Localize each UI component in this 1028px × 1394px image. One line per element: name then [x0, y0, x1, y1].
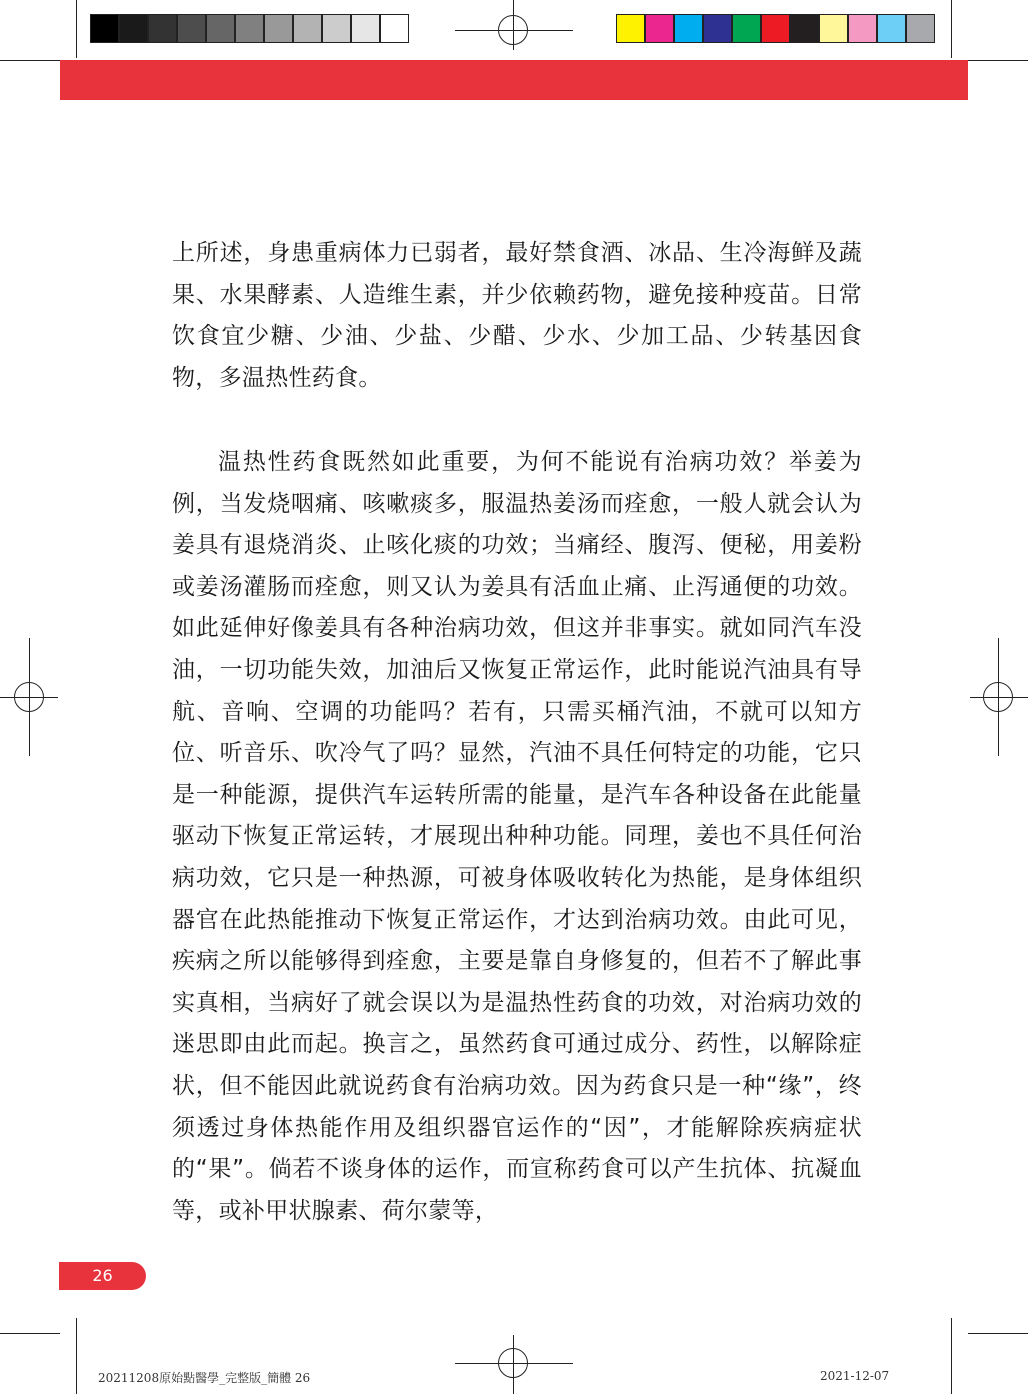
calibration-swatch — [148, 14, 177, 43]
crop-mark — [76, 1318, 77, 1394]
calibration-swatch — [848, 14, 877, 43]
crop-mark — [968, 1333, 1028, 1334]
footer-date: 2021-12-07 — [820, 1369, 890, 1383]
registration-mark — [983, 682, 1013, 712]
header-band — [60, 60, 968, 100]
calibration-swatch — [616, 14, 645, 43]
crop-mark — [76, 0, 77, 58]
crop-mark — [0, 60, 60, 61]
calibration-swatch — [293, 14, 322, 43]
calibration-swatch — [119, 14, 148, 43]
calibration-swatch — [819, 14, 848, 43]
registration-mark — [498, 15, 528, 45]
body-paragraph-1: 上所述，身患重病体力已弱者，最好禁食酒、冰品、生冷海鲜及蔬果、水果酵素、人造维生素，并少依赖药物，避免接种疫苗。日常饮食宜少糖、少油、少盐、少醋、少水、少加工品、少转基因食物，多温热性药食。 — [172, 240, 862, 391]
calibration-swatch — [645, 14, 674, 43]
calibration-swatch — [206, 14, 235, 43]
calibration-swatch — [90, 14, 119, 43]
calibration-swatch — [761, 14, 790, 43]
footer-file-name: 20211208原始點醫學_完整版_簡體 26 — [98, 1371, 311, 1385]
calibration-swatch — [790, 14, 819, 43]
calibration-swatch — [264, 14, 293, 43]
body-paragraph-2: 温热性药食既然如此重要，为何不能说有治病功效？举姜为例，当发烧咽痛、咳嗽痰多，服温热姜汤而痊愈，一般人就会认为姜具有退烧消炎、止咳化痰的功效；当痛经、腹泻、便秘，用姜粉或姜汤灌肠而痊愈，则又认为姜具有活血止痛、止泻通便的功效。如此延伸好像姜具有各种治病功效，但这并非事实。就如同汽车没油，一切功能失效，加油后又恢复正常运作，此时能说汽油具有导航、音响、空调的功能吗？若有，只需买桶汽油，不就可以知方位、听音乐、吹冷气了吗？显然，汽油不具任何特定的功能，它只是一种能源，提供汽车运转所需的能量，是汽车各种设备在此能量驱动下恢复正常运转，才展现出种种功能。同理，姜也不具任何治病功效，它只是一种热源，可被身体吸收转化为热能，是身体组织器官在此热能推动下恢复正常运作，才达到治病功效。由此可见，疾病之所以能够得到痊愈，主要是靠自身修复的，但若不了解此事实真相，当病好了就会误以为是温热性药食的功效，对治病功效的迷思即由此而起。换言之，虽然药食可通过成分、药性，以解除症状，但不能因此就说药食有治病功效。因为药食只是一种“缘”，终须透过身体热能作用及组织器官运作的“因”，才能解除疾病症状的“果”。倘若不谈身体的运作，而宣称药食可以产生抗体、抗凝血等，或补甲状腺素、荷尔蒙等， — [172, 449, 862, 1224]
calibration-swatch — [703, 14, 732, 43]
registration-mark — [14, 682, 44, 712]
crop-mark — [951, 1318, 952, 1394]
calibration-swatch — [732, 14, 761, 43]
crop-mark — [0, 1333, 60, 1334]
calibration-swatch — [351, 14, 380, 43]
page-number: 26 — [59, 1262, 146, 1290]
calibration-swatch — [235, 14, 264, 43]
crop-mark — [951, 0, 952, 58]
calibration-swatch — [177, 14, 206, 43]
calibration-swatch — [674, 14, 703, 43]
color-calibration-bar — [616, 14, 935, 43]
registration-mark — [498, 1348, 528, 1378]
grayscale-calibration-bar — [90, 14, 409, 43]
calibration-swatch — [380, 14, 409, 43]
calibration-swatch — [877, 14, 906, 43]
calibration-swatch — [906, 14, 935, 43]
calibration-swatch — [322, 14, 351, 43]
crop-mark — [968, 60, 1028, 61]
